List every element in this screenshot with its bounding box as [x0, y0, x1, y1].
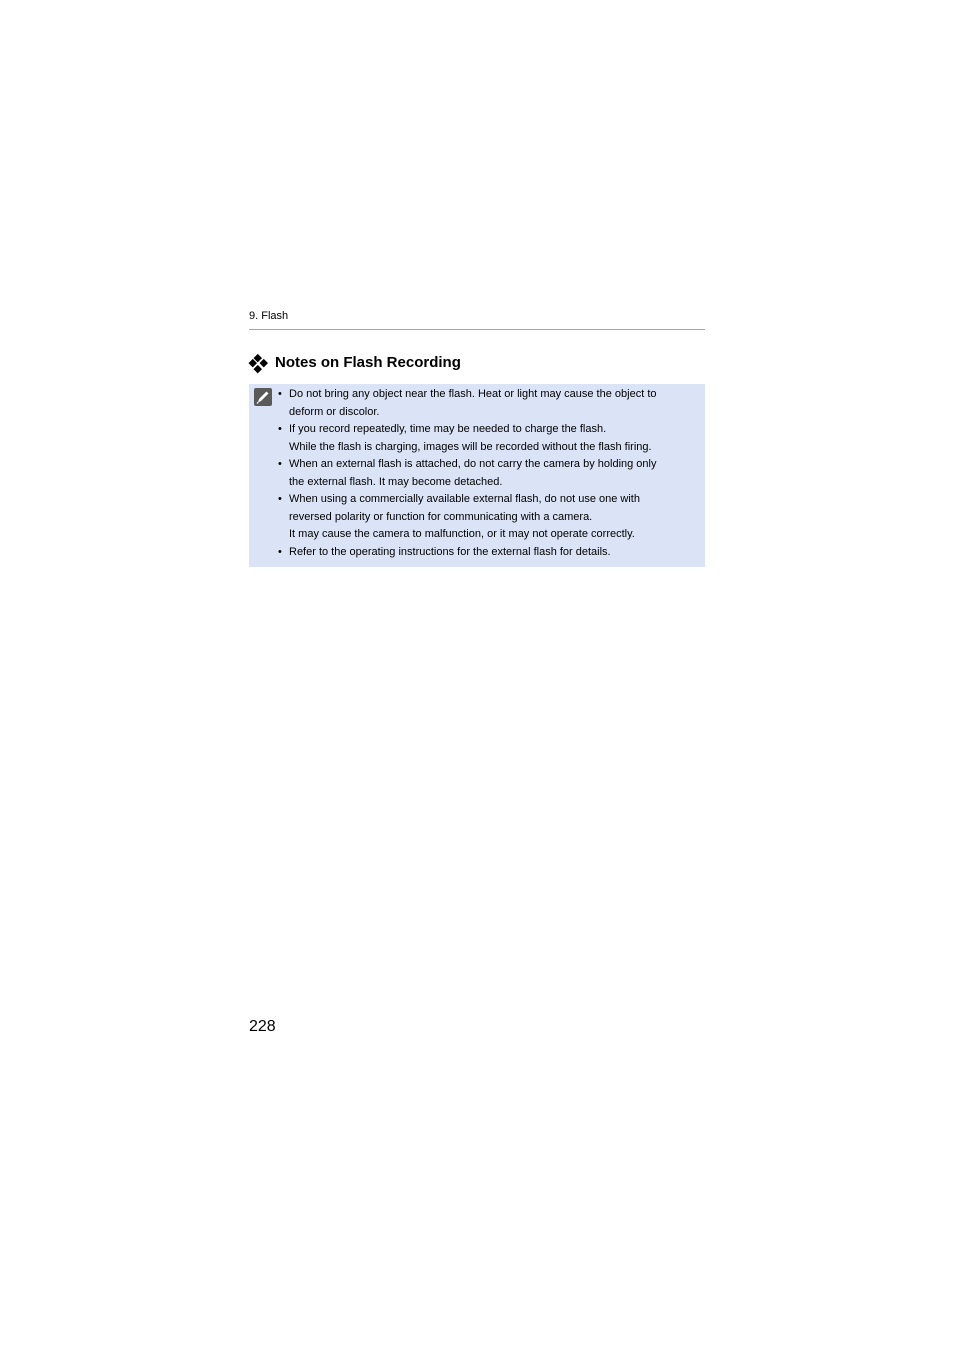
note-item [278, 421, 698, 456]
page-number: 228 [249, 1018, 276, 1035]
note-line: • When an external flash is attached, do not carry the camera by holding only [289, 458, 657, 470]
notes-list [278, 386, 698, 561]
note-line: It may cause the camera to malfunction, or it may not operate correctly. [289, 528, 635, 540]
diamond-cluster-icon [249, 354, 267, 372]
note-item [278, 456, 698, 491]
page-header [249, 308, 705, 330]
notes-box [249, 384, 705, 567]
breadcrumb: 9. Flash [249, 310, 289, 322]
note-line: reversed polarity or function for communicating with a camera. [289, 510, 593, 523]
section-title: Notes on Flash Recording [275, 354, 461, 371]
section-heading [249, 352, 461, 374]
note-line: • When using a commercially available external flash, do not use one with [289, 493, 640, 505]
note-item [278, 386, 698, 421]
note-line: deform or discolor. [289, 405, 380, 418]
note-line: • Refer to the operating instructions for the external flash for details. [289, 545, 611, 558]
note-line: While the flash is charging, images will be recorded without the flash firing. [289, 440, 652, 453]
note-line: • Do not bring any object near the flash. Heat or light may cause the object to [289, 388, 657, 400]
note-line: the external flash. It may become detached. [289, 475, 503, 488]
note-item [278, 544, 698, 562]
note-item [278, 491, 698, 544]
pencil-note-icon [254, 388, 272, 406]
note-line: • If you record repeatedly, time may be needed to charge the flash. [289, 423, 607, 435]
